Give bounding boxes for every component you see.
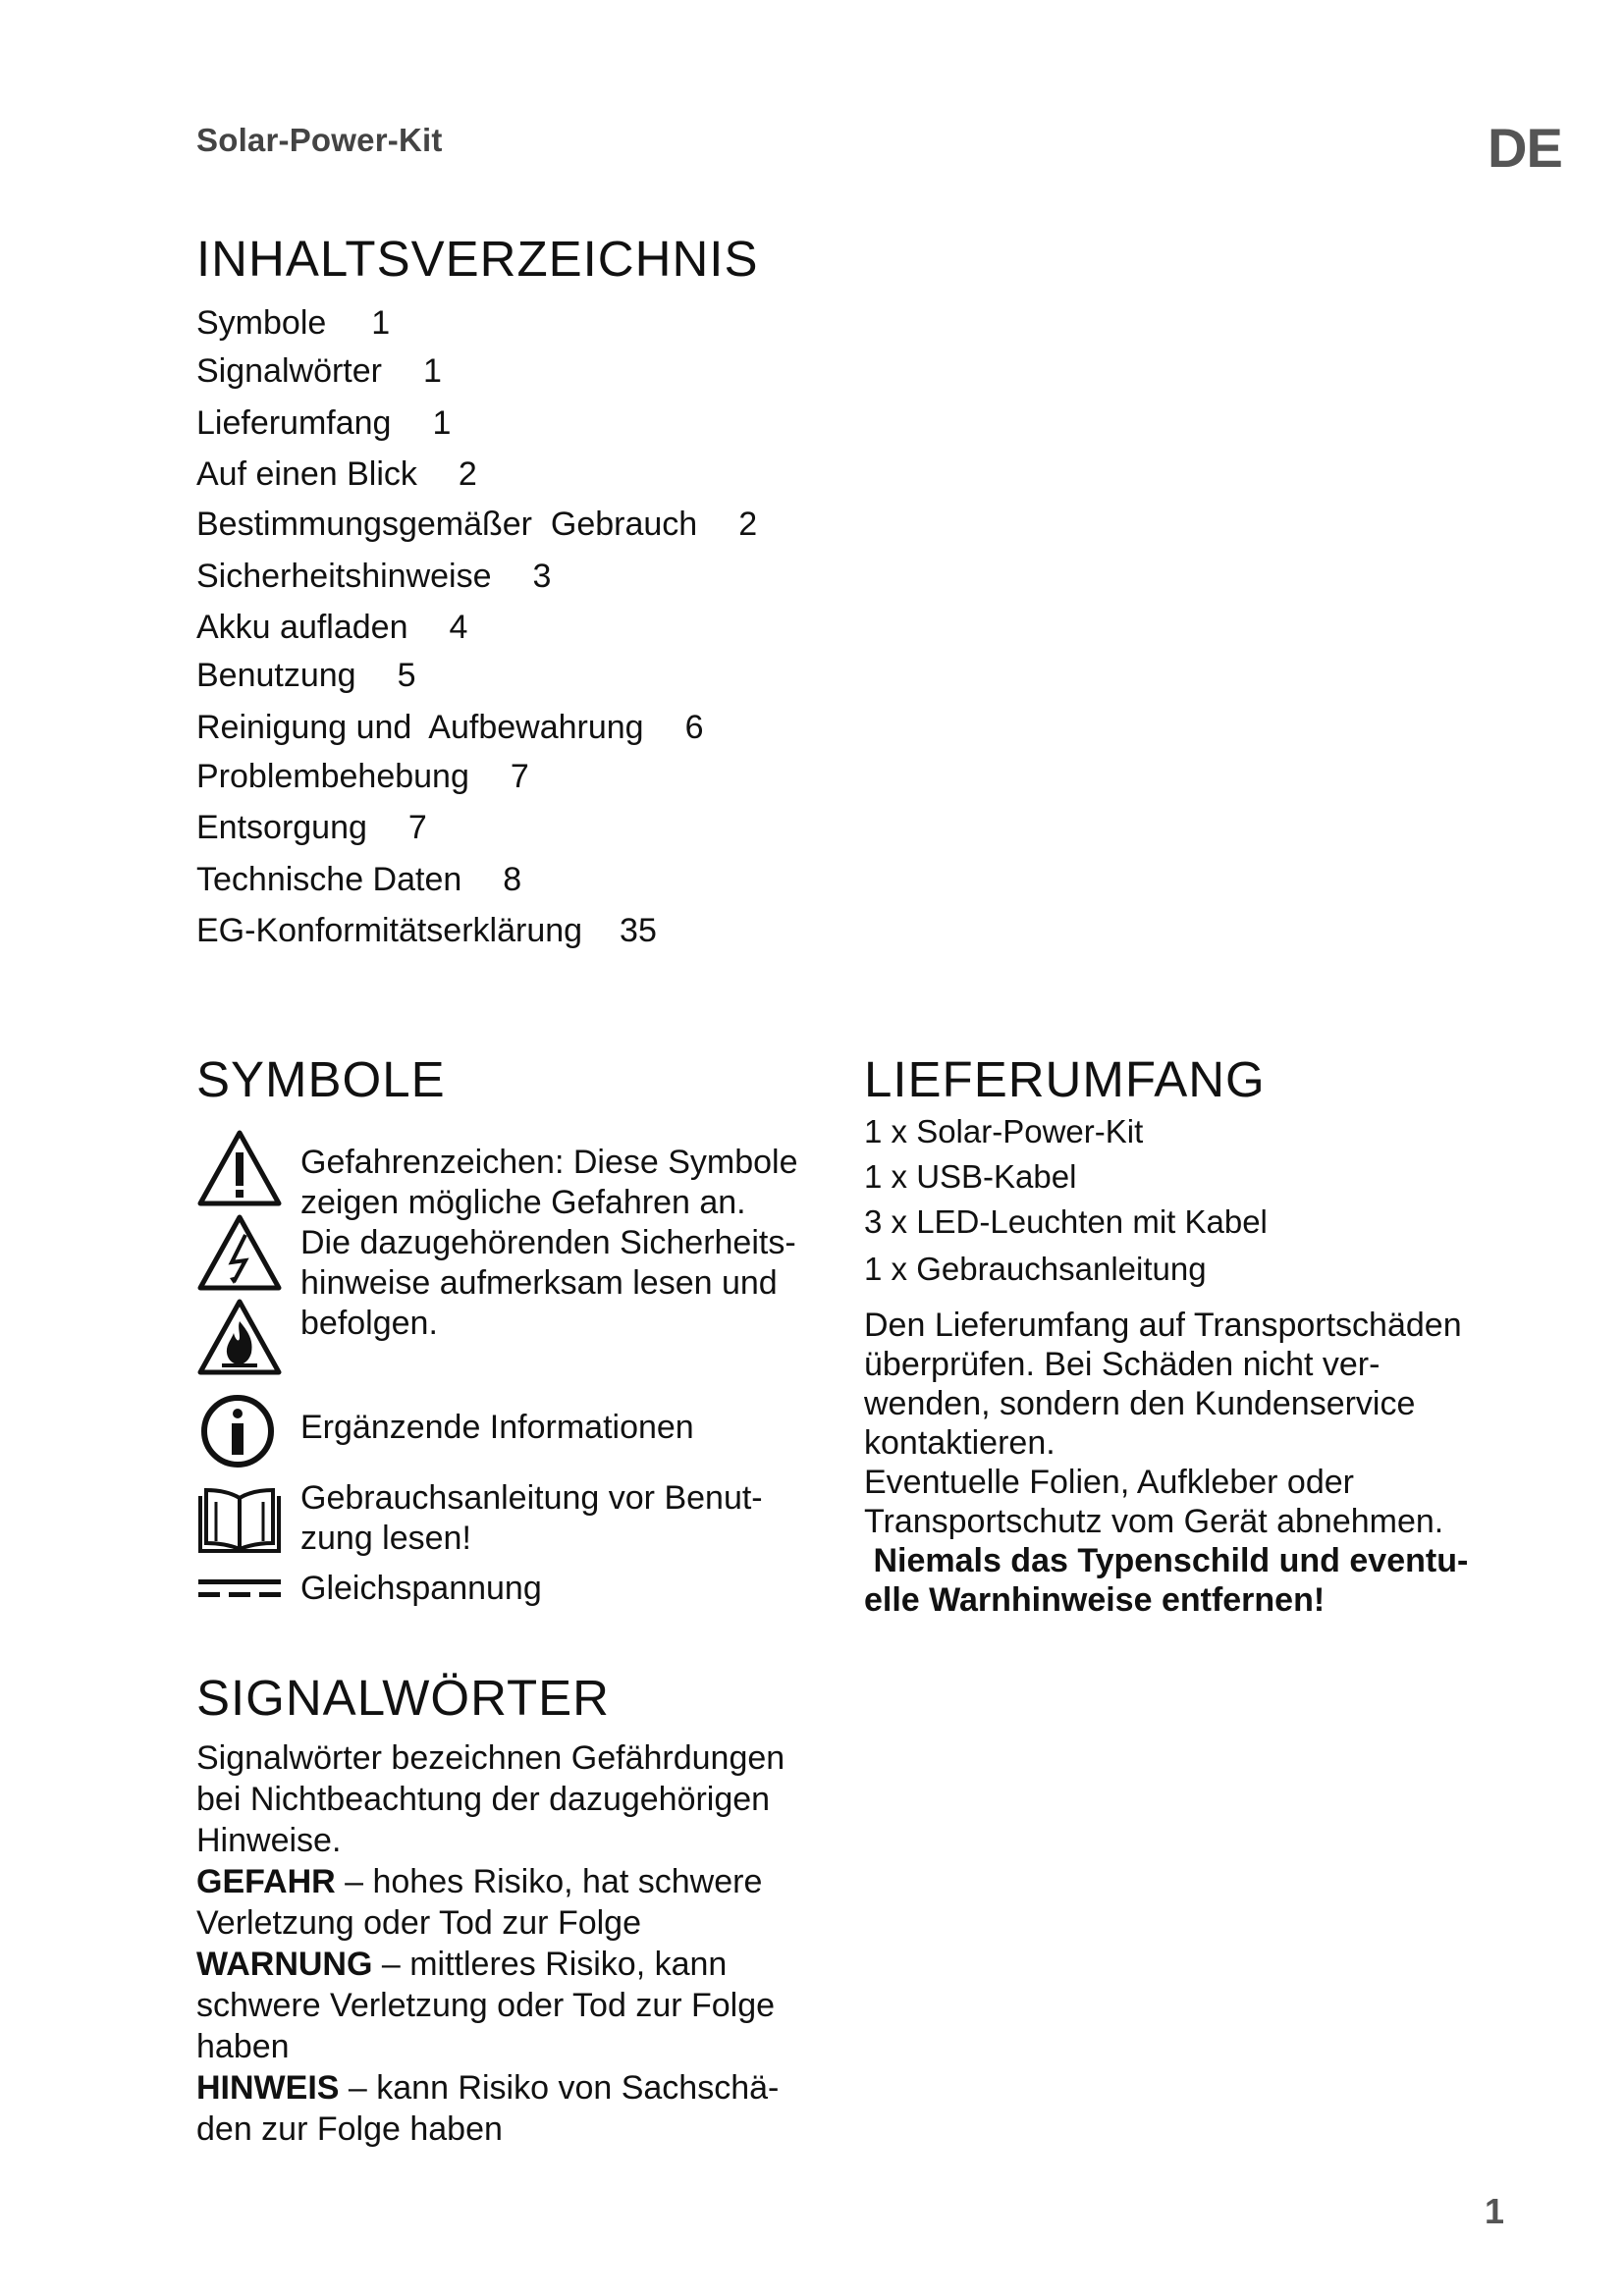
signal-hinweis [196,2067,825,2109]
toc-heading: INHALTSVERZEICHNIS [196,231,759,287]
list-item: 1 x USB-Kabel [864,1158,1077,1195]
toc-entry-page: 4 [449,609,468,646]
list-item: 1 x Solar-Power-Kit [864,1113,1144,1149]
toc-entry-label: Akku aufladen [196,609,408,646]
list-item: 1 x Gebrauchsanleitung [864,1251,1207,1287]
signal-description: – hohes Risiko, hat schwere [335,1863,763,1900]
text-line: hinweise aufmerksam lesen und [300,1264,778,1302]
danger-symbol-text [300,1143,798,1344]
text-line: den zur Folge haben [196,2110,503,2148]
signalwoerter-body [196,1737,825,2150]
warning-text-line: elle Warnhinweise entfernen! [864,1581,1326,1619]
text-line: Hinweise. [196,1822,342,1859]
warning-text-line: Niemals das Typenschild und eventu- [864,1542,1469,1579]
toc-entry-page: 7 [407,809,427,846]
list-item: 3 x LED-Leuchten mit Kabel [864,1203,1268,1240]
toc-entry-page: 2 [738,506,758,543]
signal-term: WARNUNG [196,1946,373,1983]
toc-entry-page: 2 [458,455,477,493]
toc-entry [196,758,529,796]
toc-entry [196,709,704,747]
toc-entry-label: Reinigung und Aufbewahrung [196,709,644,746]
page-number: 1 [1485,2191,1505,2231]
toc-entry-page: 1 [371,304,391,342]
toc-entry-page: 3 [532,558,552,595]
toc-entry-page: 5 [397,657,416,694]
text-line: Die dazugehörenden Sicherheits- [300,1224,796,1261]
toc-entry-page: 8 [503,861,522,898]
toc-entry [196,609,467,647]
text-line: Verletzung oder Tod zur Folge [196,1904,641,1942]
text-line: zeigen mögliche Gefahren an. [300,1184,746,1221]
toc-entry-label: Sicherheitshinweise [196,558,492,595]
toc-entry [196,304,390,343]
text-line: Eventuelle Folien, Aufkleber oder [864,1464,1354,1501]
toc-entry [196,861,521,899]
direct-current-icon [196,1575,283,1605]
signal-term: GEFAHR [196,1863,336,1900]
toc-entry-label: Signalwörter [196,352,382,390]
signal-term: HINWEIS [196,2069,340,2107]
toc-entry [196,455,477,494]
toc-entry-label: Bestimmungsgemäßer Gebrauch [196,506,698,543]
toc-entry-label: Benutzung [196,657,356,694]
symbole-heading: SYMBOLE [196,1051,446,1107]
toc-entry [196,558,551,596]
language-code: DE [1488,117,1562,179]
text-line: haben [196,2028,290,2065]
manual-book-icon [196,1482,283,1561]
toc-entry-page: 7 [510,758,529,795]
fire-hazard-icon [196,1298,283,1380]
signalwoerter-heading: SIGNALWÖRTER [196,1670,610,1726]
toc-entry-page: 6 [684,709,704,746]
manual-symbol-text [300,1478,763,1559]
toc-entry-label: Symbole [196,304,327,342]
text-line: wenden, sondern den Kundenservice [864,1385,1416,1422]
signal-description: – kann Risiko von Sachschä- [339,2069,780,2107]
signal-description: – mittleres Risiko, kann [372,1946,728,1983]
signal-gefahr [196,1861,825,1902]
lieferumfang-notes [864,1306,1551,1620]
toc-entry [196,912,657,950]
info-icon [198,1392,277,1470]
toc-entry-label: Auf einen Blick [196,455,417,493]
text-line: bei Nichtbeachtung der dazugehörigen [196,1781,771,1818]
toc-entry-page: 35 [620,912,657,949]
lieferumfang-items [864,1113,1551,1309]
toc-entry-page: 1 [422,352,442,390]
electric-hazard-icon [196,1213,283,1296]
document-title: Solar-Power-Kit [196,122,443,158]
toc-entry [196,352,442,391]
text-line: Transportschutz vom Gerät abnehmen. [864,1503,1444,1540]
dc-symbol-text: Gleichspannung [300,1570,542,1607]
toc-entry-label: Problembehebung [196,758,469,795]
toc-entry [196,657,416,695]
text-line: Gebrauchsanleitung vor Benut- [300,1479,763,1517]
toc-entry-label: EG-Konformitätserklärung [196,912,583,949]
text-line: Den Lieferumfang auf Transportschäden [864,1307,1462,1344]
toc-entry-label: Entsorgung [196,809,367,846]
text-line: überprüfen. Bei Schäden nicht ver- [864,1346,1380,1383]
toc-entry [196,506,757,544]
text-line: befolgen. [300,1305,438,1342]
text-line: schwere Verletzung oder Tod zur Folge [196,1987,776,2024]
text-line: Signalwörter bezeichnen Gefährdungen [196,1739,785,1777]
symbol-legend [196,1129,825,1639]
toc-entry [196,809,427,847]
text-line: Gefahrenzeichen: Diese Symbole [300,1144,798,1181]
toc-entry-page: 1 [432,404,452,442]
text-line: zung lesen! [300,1520,471,1557]
toc-entry-label: Lieferumfang [196,404,392,442]
toc-entry-label: Technische Daten [196,861,462,898]
toc-entry [196,404,451,443]
info-symbol-text: Ergänzende Informationen [300,1409,694,1446]
text-line: kontaktieren. [864,1424,1056,1462]
lieferumfang-heading: LIEFERUMFANG [864,1051,1266,1107]
signal-warnung [196,1944,825,1985]
